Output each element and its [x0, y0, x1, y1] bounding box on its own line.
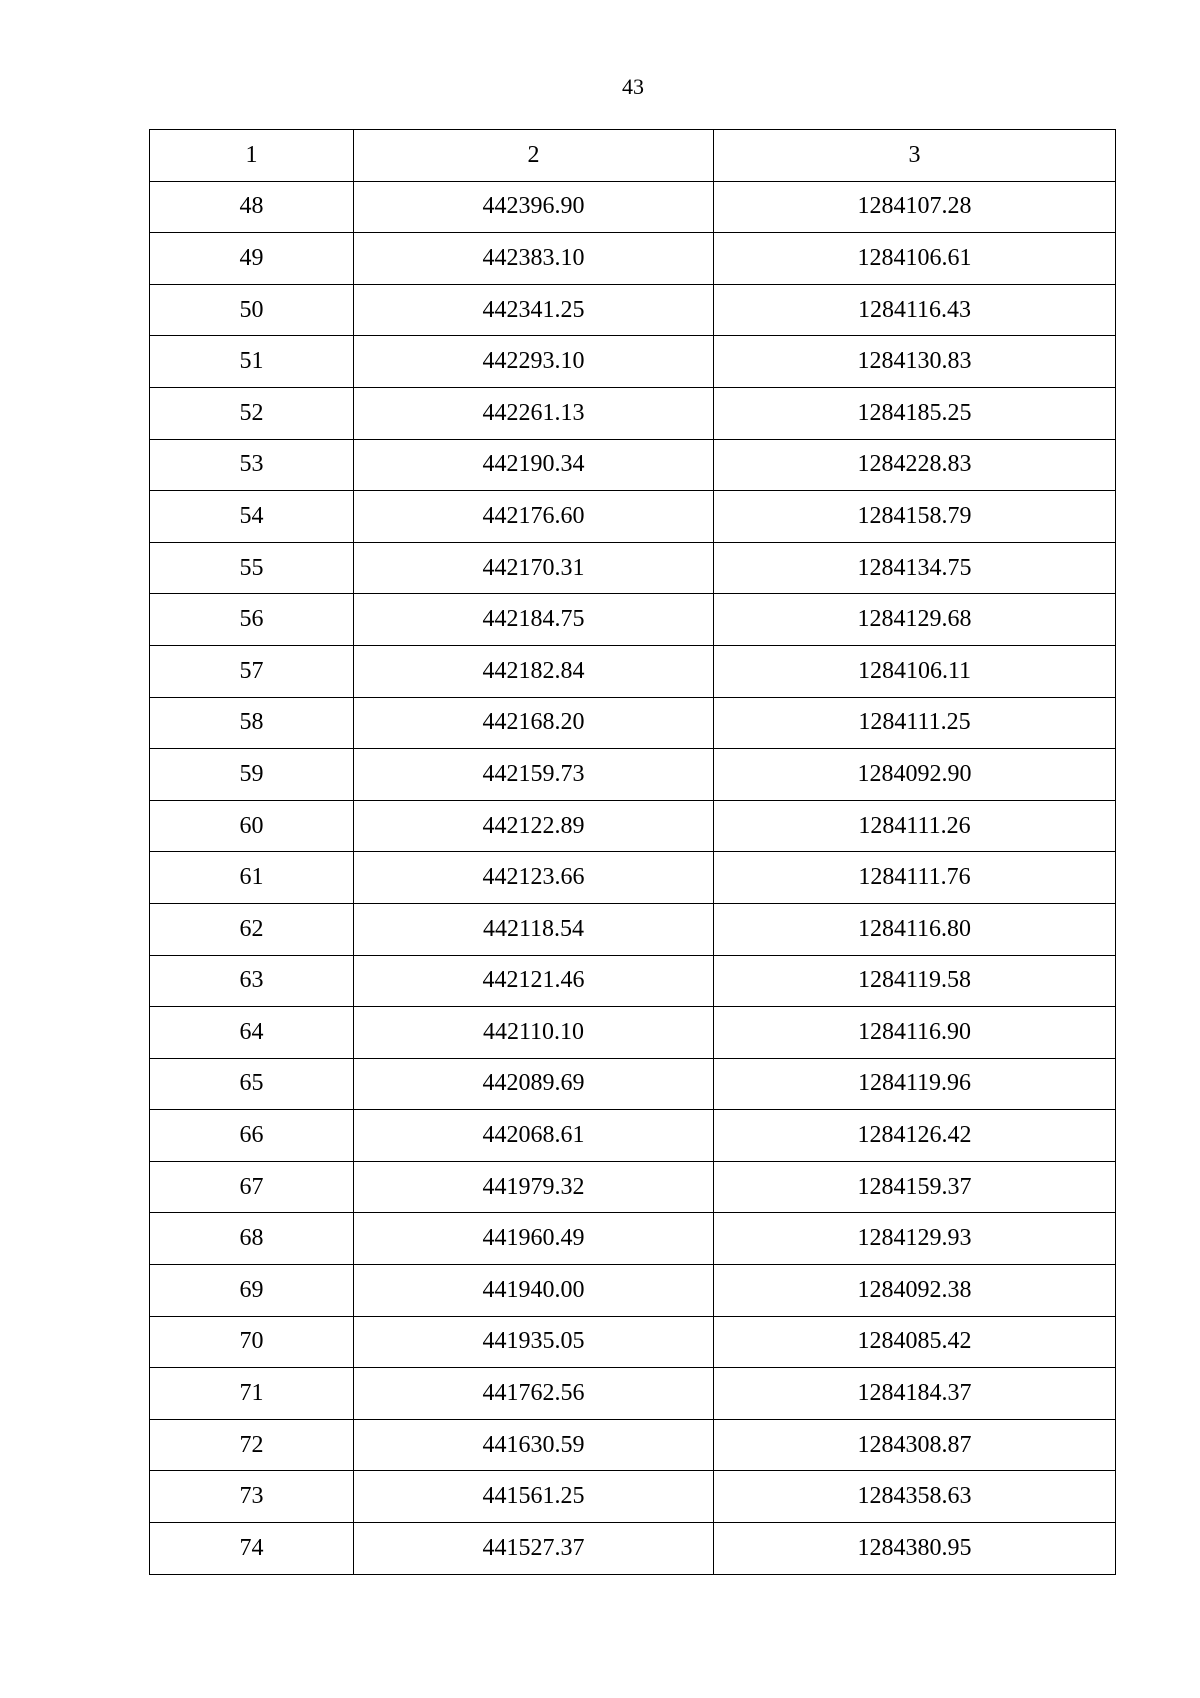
- coordinate-x-cell: 442190.34: [354, 439, 714, 491]
- coordinate-y-cell: 1284228.83: [714, 439, 1116, 491]
- table-row: [150, 284, 1116, 336]
- coordinate-y-cell: 1284107.28: [714, 181, 1116, 233]
- coordinate-y-cell: 1284380.95: [714, 1523, 1116, 1575]
- coordinate-x-cell: 442110.10: [354, 1007, 714, 1059]
- coordinate-y-cell: 1284159.37: [714, 1161, 1116, 1213]
- coordinate-y-cell: 1284129.68: [714, 594, 1116, 646]
- table-body: [150, 181, 1116, 1574]
- table-row: [150, 233, 1116, 285]
- coordinate-x-cell: 442396.90: [354, 181, 714, 233]
- coordinate-y-cell: 1284106.11: [714, 645, 1116, 697]
- coordinate-y-cell: 1284106.61: [714, 233, 1116, 285]
- coordinate-x-cell: 442159.73: [354, 749, 714, 801]
- coordinate-x-cell: 441960.49: [354, 1213, 714, 1265]
- coordinate-y-cell: 1284092.38: [714, 1265, 1116, 1317]
- coordinate-y-cell: 1284185.25: [714, 387, 1116, 439]
- point-number-cell: 66: [150, 1110, 354, 1162]
- coordinate-y-cell: 1284129.93: [714, 1213, 1116, 1265]
- coordinates-table: [149, 129, 1116, 1575]
- coordinate-y-cell: 1284308.87: [714, 1419, 1116, 1471]
- table-row: [150, 955, 1116, 1007]
- point-number-cell: 52: [150, 387, 354, 439]
- coordinate-x-cell: 441935.05: [354, 1316, 714, 1368]
- table-row: [150, 1058, 1116, 1110]
- point-number-cell: 48: [150, 181, 354, 233]
- point-number-cell: 56: [150, 594, 354, 646]
- point-number-cell: 63: [150, 955, 354, 1007]
- table-row: [150, 387, 1116, 439]
- coordinate-x-cell: 441527.37: [354, 1523, 714, 1575]
- table-row: [150, 542, 1116, 594]
- coordinate-y-cell: 1284126.42: [714, 1110, 1116, 1162]
- table-row: [150, 1007, 1116, 1059]
- point-number-cell: 53: [150, 439, 354, 491]
- coordinate-x-cell: 442261.13: [354, 387, 714, 439]
- point-number-cell: 58: [150, 697, 354, 749]
- table-row: [150, 852, 1116, 904]
- table-row: [150, 1523, 1116, 1575]
- coordinate-x-cell: 442176.60: [354, 491, 714, 543]
- table-row: [150, 594, 1116, 646]
- coordinate-x-cell: 441762.56: [354, 1368, 714, 1420]
- coordinate-y-cell: 1284158.79: [714, 491, 1116, 543]
- table-row: [150, 439, 1116, 491]
- coordinate-x-cell: 441940.00: [354, 1265, 714, 1317]
- table-row: [150, 697, 1116, 749]
- coordinate-y-cell: 1284116.43: [714, 284, 1116, 336]
- table-row: [150, 1161, 1116, 1213]
- point-number-cell: 74: [150, 1523, 354, 1575]
- table-row: [150, 1213, 1116, 1265]
- table-row: [150, 749, 1116, 801]
- point-number-cell: 61: [150, 852, 354, 904]
- coordinate-y-cell: 1284119.58: [714, 955, 1116, 1007]
- coordinate-x-cell: 442341.25: [354, 284, 714, 336]
- point-number-cell: 51: [150, 336, 354, 388]
- table-row: [150, 903, 1116, 955]
- point-number-cell: 54: [150, 491, 354, 543]
- point-number-cell: 62: [150, 903, 354, 955]
- table-row: [150, 1419, 1116, 1471]
- point-number-cell: 50: [150, 284, 354, 336]
- coordinate-y-cell: 1284116.80: [714, 903, 1116, 955]
- point-number-cell: 49: [150, 233, 354, 285]
- coordinate-x-cell: 442184.75: [354, 594, 714, 646]
- table-row: [150, 491, 1116, 543]
- point-number-cell: 72: [150, 1419, 354, 1471]
- point-number-cell: 68: [150, 1213, 354, 1265]
- coordinate-y-cell: 1284085.42: [714, 1316, 1116, 1368]
- coordinate-y-cell: 1284111.25: [714, 697, 1116, 749]
- point-number-cell: 59: [150, 749, 354, 801]
- table-row: [150, 645, 1116, 697]
- coordinate-x-cell: 442170.31: [354, 542, 714, 594]
- column-header-1: 1: [150, 130, 354, 182]
- coordinate-x-cell: 442118.54: [354, 903, 714, 955]
- point-number-cell: 55: [150, 542, 354, 594]
- point-number-cell: 64: [150, 1007, 354, 1059]
- point-number-cell: 69: [150, 1265, 354, 1317]
- coordinate-y-cell: 1284092.90: [714, 749, 1116, 801]
- point-number-cell: 71: [150, 1368, 354, 1420]
- coordinate-x-cell: 442121.46: [354, 955, 714, 1007]
- coordinate-y-cell: 1284111.76: [714, 852, 1116, 904]
- table-row: [150, 1265, 1116, 1317]
- coordinate-y-cell: 1284358.63: [714, 1471, 1116, 1523]
- column-header-2: 2: [354, 130, 714, 182]
- coordinate-x-cell: 442122.89: [354, 800, 714, 852]
- table-row: [150, 336, 1116, 388]
- coordinate-x-cell: 441979.32: [354, 1161, 714, 1213]
- coordinate-x-cell: 442293.10: [354, 336, 714, 388]
- point-number-cell: 67: [150, 1161, 354, 1213]
- coordinate-y-cell: 1284111.26: [714, 800, 1116, 852]
- point-number-cell: 60: [150, 800, 354, 852]
- coordinate-x-cell: 442089.69: [354, 1058, 714, 1110]
- table-row: [150, 1368, 1116, 1420]
- coordinate-y-cell: 1284184.37: [714, 1368, 1116, 1420]
- coordinate-x-cell: 441630.59: [354, 1419, 714, 1471]
- coordinate-x-cell: 441561.25: [354, 1471, 714, 1523]
- column-header-3: 3: [714, 130, 1116, 182]
- page-number: 43: [622, 74, 644, 99]
- point-number-cell: 70: [150, 1316, 354, 1368]
- coordinate-y-cell: 1284119.96: [714, 1058, 1116, 1110]
- point-number-cell: 65: [150, 1058, 354, 1110]
- coordinate-y-cell: 1284116.90: [714, 1007, 1116, 1059]
- point-number-cell: 73: [150, 1471, 354, 1523]
- point-number-cell: 57: [150, 645, 354, 697]
- coordinate-y-cell: 1284130.83: [714, 336, 1116, 388]
- table-row: [150, 1316, 1116, 1368]
- coordinate-x-cell: 442168.20: [354, 697, 714, 749]
- table-row: [150, 800, 1116, 852]
- table-header-row: [150, 130, 1116, 182]
- coordinate-x-cell: 442123.66: [354, 852, 714, 904]
- coordinate-x-cell: 442068.61: [354, 1110, 714, 1162]
- table-row: [150, 1110, 1116, 1162]
- table-row: [150, 1471, 1116, 1523]
- coordinate-x-cell: 442182.84: [354, 645, 714, 697]
- coordinate-y-cell: 1284134.75: [714, 542, 1116, 594]
- table-row: [150, 181, 1116, 233]
- coordinate-x-cell: 442383.10: [354, 233, 714, 285]
